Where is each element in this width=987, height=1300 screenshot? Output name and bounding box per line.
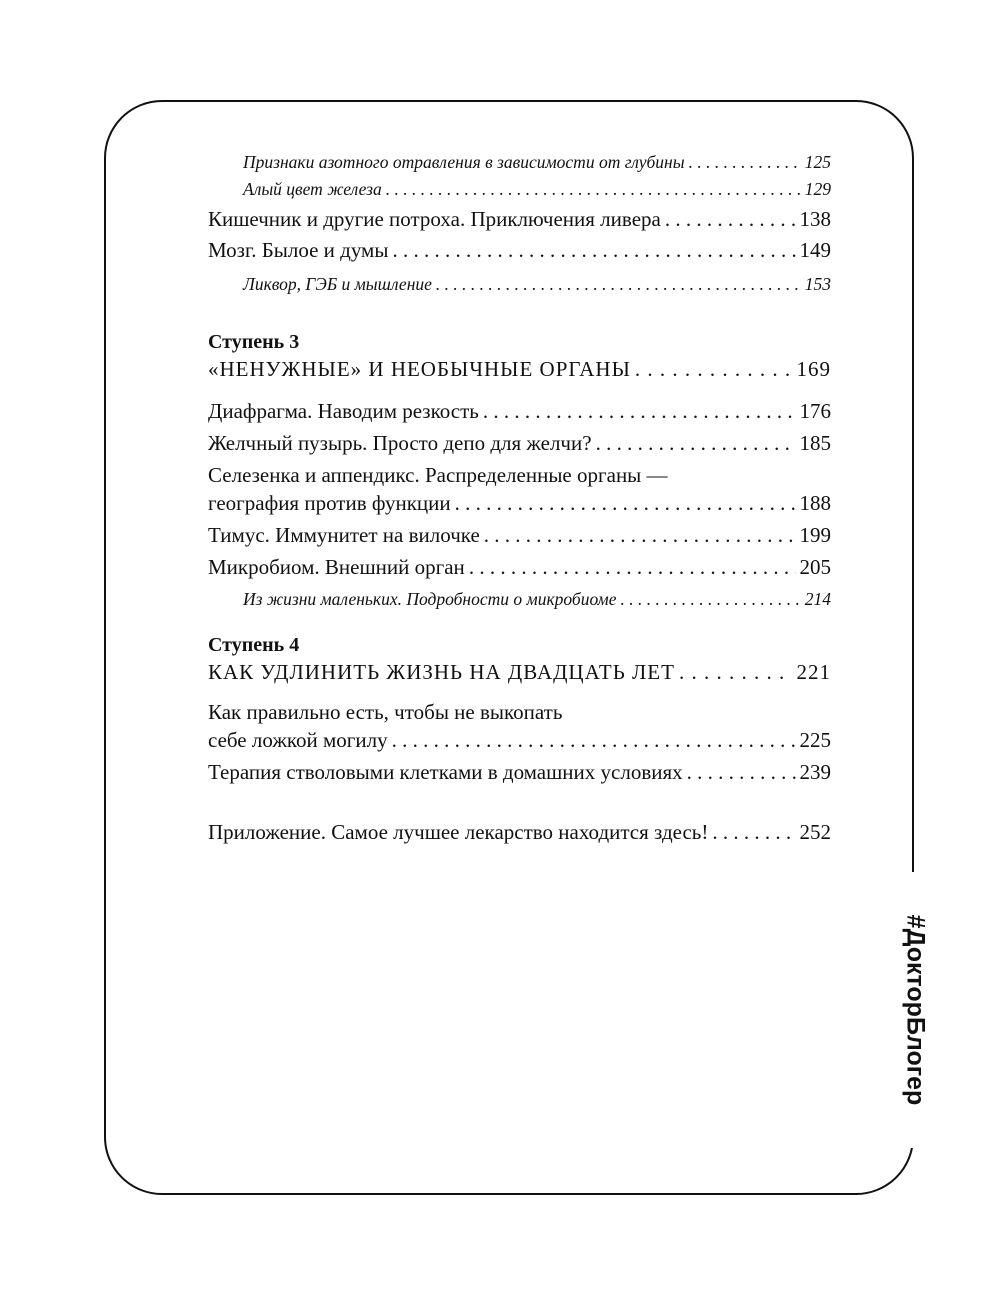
leader-dots [712, 820, 795, 845]
toc-entry-appendix[interactable]: Приложение. Самое лучшее лекарство находится здесь! . . . 252 [208, 820, 831, 852]
leader-dots [455, 491, 796, 516]
leader-dots [665, 207, 796, 232]
step-3-label: Ступень 3 [208, 331, 300, 353]
leader-dots [596, 431, 796, 456]
step-3-title[interactable]: «НЕНУЖНЫЕ» И НЕОБЫЧНЫЕ ОРГАНЫ . . . 169 [208, 357, 831, 399]
toc-entry[interactable]: Диафрагма. Наводим резкость . . . 176 [208, 399, 831, 431]
table-of-contents [208, 152, 831, 852]
toc-entry[interactable]: Кишечник и другие потроха. Приключения ливера . . . 138 [208, 207, 831, 238]
sidebar-hashtag: #ДокторБлогер [901, 914, 930, 1106]
toc-entry[interactable]: Признаки азотного отравления в зависимости от глубины . . . 125 [243, 152, 831, 179]
leader-dots [386, 179, 801, 200]
toc-entry[interactable]: Ликвор, ГЭБ и мышление . . . 153 [243, 274, 831, 304]
toc-entry[interactable]: Мозг. Былое и думы . . . 149 [208, 238, 831, 274]
leader-dots [620, 589, 800, 610]
leader-dots [679, 660, 793, 685]
toc-entry[interactable]: Алый цвет железа . . . 129 [243, 179, 831, 207]
leader-dots [392, 728, 796, 753]
leader-dots [392, 238, 795, 263]
leader-dots [635, 357, 793, 382]
toc-entry-multiline[interactable]: Селезенка и аппендикс. Распределенные органы — география против функции . . . 188 [208, 463, 831, 523]
leader-dots [483, 399, 796, 424]
leader-dots [436, 274, 801, 295]
toc-entry[interactable]: Терапия стволовыми клетками в домашних условиях . . . 239 [208, 760, 831, 792]
toc-entry[interactable]: Микробиом. Внешний орган . . . 205 [208, 555, 831, 589]
leader-dots [484, 523, 796, 548]
step-4-label: Ступень 4 [208, 634, 300, 656]
leader-dots [689, 152, 801, 173]
toc-entry[interactable]: Из жизни маленьких. Подробности о микробиоме . . . 214 [243, 589, 831, 619]
step-4-title[interactable]: КАК УДЛИНИТЬ ЖИЗНЬ НА ДВАДЦАТЬ ЛЕТ . . . 221 [208, 660, 831, 700]
leader-dots [469, 555, 796, 580]
leader-dots [687, 760, 796, 785]
toc-entry-multiline[interactable]: Как правильно есть, чтобы не выкопать себе ложкой могилу . . . 225 [208, 700, 831, 760]
toc-entry[interactable]: Тимус. Иммунитет на вилочке . . . 199 [208, 523, 831, 555]
toc-entry[interactable]: Желчный пузырь. Просто депо для желчи? . . . 185 [208, 431, 831, 463]
